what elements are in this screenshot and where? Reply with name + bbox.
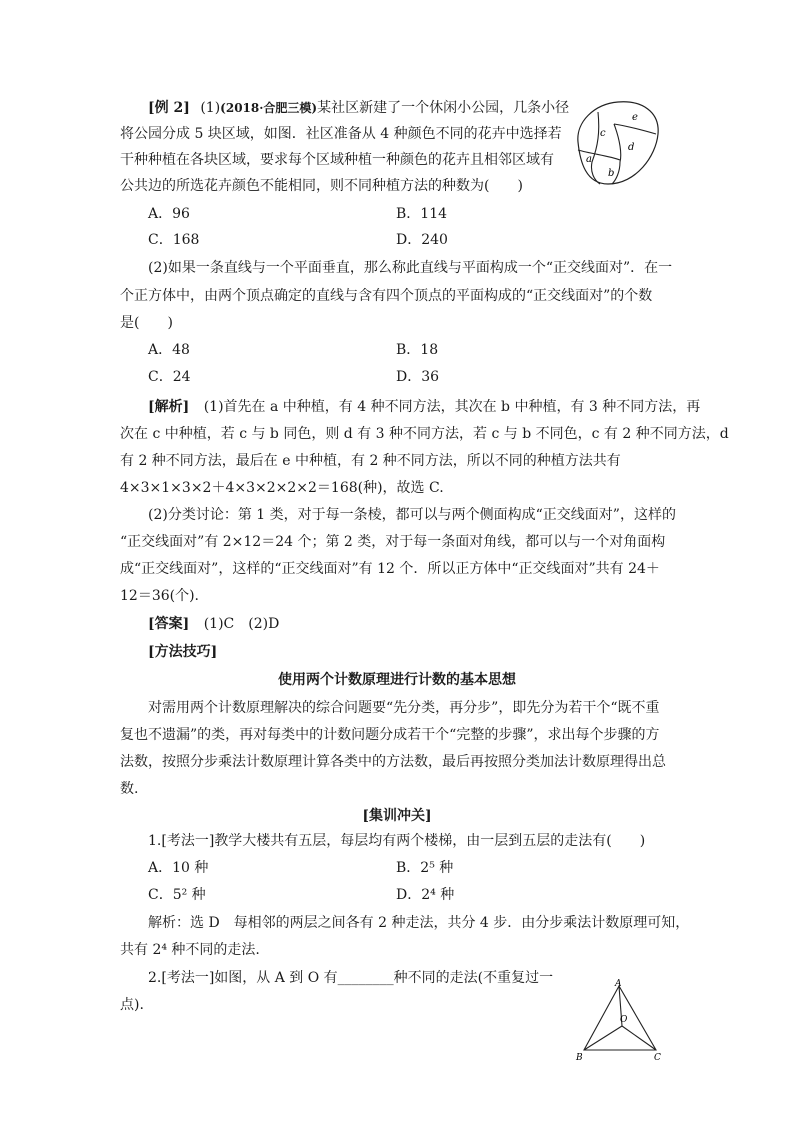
answer-line xyxy=(148,614,279,634)
method-line-1: 对需用两个计数原理解决的综合问题要“先分类，再分步”，即先分为若干个“既不重 xyxy=(148,700,660,716)
practice-q1-option-a: A．10 种 xyxy=(148,860,209,876)
q2-text-line-3: 是( ) xyxy=(120,315,173,331)
park-path-2 xyxy=(578,150,620,160)
answer-tag: [答案] xyxy=(148,616,190,632)
park-region-figure xyxy=(570,100,662,188)
solution-p1-line-3: 有 2 种不同方法，最后在 e 中种植，有 2 种不同方法，所以不同的种植方法共有 xyxy=(120,453,621,469)
solution-p1-line-4: 4×3×1×3×2＋4×3×2×2×2＝168(种)，故选 C. xyxy=(120,480,444,496)
park-label-b: b xyxy=(608,168,615,179)
example2-first-line xyxy=(148,98,569,118)
practice-q1-text: 1.[考法一]教学大楼共有五层，每层均有两个楼梯，由一层到五层的走法有( ) xyxy=(148,833,646,849)
answer-text: (1)C (2)D xyxy=(203,616,280,632)
method-line-3: 法数，按照分步乘法计数原理计算各类中的方法数，最后再按照分类加法计数原理得出总 xyxy=(120,754,666,770)
q1-number: (1) xyxy=(200,100,221,116)
q1-option-b: B．114 xyxy=(396,206,448,222)
park-label-d: d xyxy=(628,142,635,153)
solution-p1-line-1: (1)首先在 a 中种植，有 4 种不同方法，其次在 b 中种植，有 3 种不同方法，再 xyxy=(203,399,701,415)
method-line-4: 数. xyxy=(120,781,139,797)
q1-text-line-1: 某社区新建了一个休闲小公园，几条小径 xyxy=(317,100,570,116)
method-tag: [方法技巧] xyxy=(148,644,218,660)
example-tag: [例 2] xyxy=(148,100,190,116)
q2-text-line-2: 个正方体中，由两个顶点确定的直线与含有四个顶点的平面构成的“正交线面对”的个数 xyxy=(120,288,653,304)
park-label-e: e xyxy=(632,112,638,123)
q2-option-d: D．36 xyxy=(396,369,440,385)
park-outline xyxy=(578,102,658,184)
solution-tag: [解析] xyxy=(148,399,190,415)
practice-q1-solution-line-1: 解析：选 D 每相邻的两层之间各有 2 种走法，共分 4 步．由分步乘法计数原理可知， xyxy=(148,915,690,931)
practice-q1-solution-line-2: 共有 2⁴ 种不同的走法. xyxy=(120,942,260,958)
q1-option-d: D．240 xyxy=(396,232,448,248)
q1-text-line-2: 将公园分成 5 块区域，如图．社区准备从 4 种颜色不同的花卉中选择若 xyxy=(120,126,562,142)
vertex-label-b: B xyxy=(576,1053,583,1063)
q1-text-line-3: 干种种植在各块区域，要求每个区域种植一种颜色的花卉且相邻区域有 xyxy=(120,152,554,168)
q2-option-b: B．18 xyxy=(396,342,439,358)
q2-option-c: C．24 xyxy=(148,369,191,385)
park-path-1 xyxy=(591,112,600,184)
solution-p2-line-1: (2)分类讨论：第 1 类，对于每一条棱，都可以与两个侧面构成“正交线面对”，这样的 xyxy=(148,507,676,523)
practice-q1-option-d: D．2⁴ 种 xyxy=(396,887,455,903)
practice-q1-option-b: B．2⁵ 种 xyxy=(396,860,454,876)
edge-c-o xyxy=(622,1026,656,1050)
vertex-label-a: A xyxy=(615,979,622,989)
practice-q2-line-2: 点). xyxy=(120,997,144,1013)
solution-line-1 xyxy=(148,397,700,417)
q1-option-c: C．168 xyxy=(148,232,200,248)
q2-text-line-1: (2)如果一条直线与一个平面垂直，那么称此直线与平面构成一个“正交线面对”．在一 xyxy=(148,260,673,276)
park-label-a: a xyxy=(586,154,592,165)
practice-q2-line-1: 2.[考法一]如图，从 A 到 O 有________种不同的走法(不重复过一 xyxy=(148,970,554,986)
solution-p2-line-3: 成“正交线面对”，这样的“正交线面对”有 12 个．所以正方体中“正交线面对”共有 24＋ xyxy=(120,561,660,577)
solution-p2-line-2: “正交线面对”有 2×12＝24 个；第 2 类，对于每一条面对角线，都可以与一个对角面构 xyxy=(120,534,666,550)
vertex-label-o: O xyxy=(620,1015,628,1025)
method-line-2: 复也不遗漏”的类，再对每类中的计数问题分成若干个“完整的步骤”，求出每个步骤的方 xyxy=(120,727,660,743)
park-label-c: c xyxy=(600,128,606,139)
q1-option-a: A．96 xyxy=(148,206,190,222)
q1-text-line-4: 公共边的所选花卉颜色不能相同，则不同种植方法的种数为( ) xyxy=(120,178,523,194)
park-path-4 xyxy=(614,124,656,134)
vertex-label-c: C xyxy=(654,1053,661,1063)
practice-q1-option-c: C．5² 种 xyxy=(148,887,206,903)
q2-option-a: A．48 xyxy=(148,342,190,358)
solution-p1-line-2: 次在 c 中种植，若 c 与 b 同色，则 d 有 3 种不同方法，若 c 与 b 不同色，c 有 2 种不同方法，d xyxy=(120,426,729,442)
practice-header: [集训冲关] xyxy=(362,808,432,824)
q1-source: (2018·合肥三模) xyxy=(220,101,318,115)
triangle-figure xyxy=(572,978,666,1064)
method-title: 使用两个计数原理进行计数的基本思想 xyxy=(278,672,516,688)
edge-b-o xyxy=(584,1026,622,1050)
solution-p2-line-4: 12＝36(个). xyxy=(120,588,200,604)
